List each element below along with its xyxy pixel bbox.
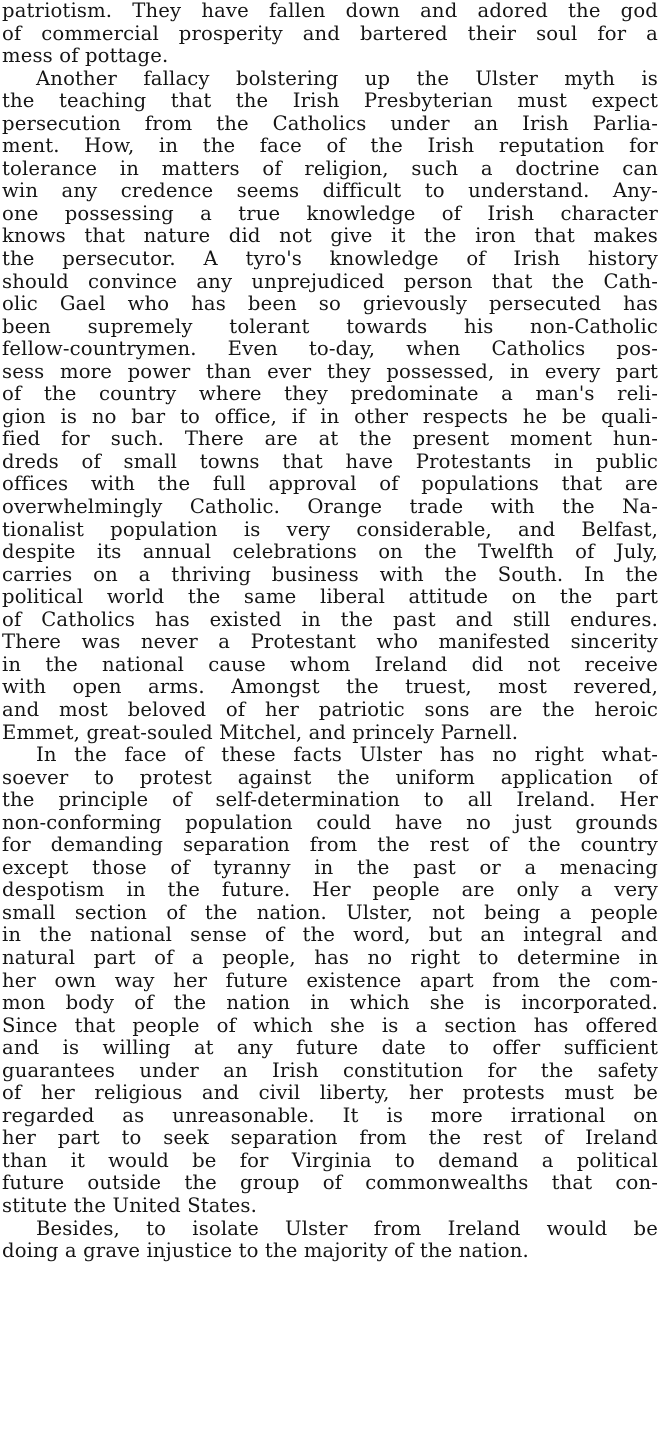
text-line: in the national sense of the word, but an integral and: [2, 924, 658, 947]
text-line: Besides, to isolate Ulster from Ireland would be: [36, 1217, 658, 1240]
text-line: natural part of a people, has no right to determine in: [2, 946, 658, 969]
text-line: win any credence seems difficult to understand. Any-: [2, 180, 658, 203]
text-line: tolerance in matters of religion, such a doctrine can: [2, 157, 658, 180]
text-line: fied for such. There are at the present moment hun-: [2, 428, 658, 451]
paragraph: [2, 1218, 658, 1263]
text-line: offices with the full approval of populations that are: [2, 473, 658, 496]
paragraph: [2, 744, 658, 1217]
paragraph: [2, 0, 658, 68]
text-line: her own way her future existence apart from the com-: [2, 969, 658, 992]
text-line: gion is no bar to office, if in other respects he be quali-: [2, 405, 658, 428]
text-line: than it would be for Virginia to demand a political: [2, 1149, 658, 1172]
text-line: been supremely tolerant towards his non-Catholic: [2, 315, 658, 338]
text-line: one possessing a true knowledge of Irish character: [2, 202, 658, 225]
text-line: of her religious and civil liberty, her protests must be: [2, 1082, 658, 1105]
text-line: There was never a Protestant who manifested sincerity: [2, 631, 658, 654]
text-line: Since that people of which she is a section has offered: [2, 1014, 658, 1037]
text-line: non-conforming population could have no just grounds: [2, 811, 658, 834]
text-line: future outside the group of commonwealths that con-: [2, 1172, 658, 1195]
text-line: carries on a thriving business with the South. In the: [2, 563, 658, 586]
text-line: soever to protest against the uniform application of: [2, 766, 658, 789]
text-line: guarantees under an Irish constitution for the safety: [2, 1059, 658, 1082]
text-line: Emmet, great-souled Mitchel, and princely Parnell.: [2, 721, 519, 744]
text-line: except those of tyranny in the past or a menacing: [2, 856, 658, 879]
text-line: of commercial prosperity and bartered their soul for a: [2, 22, 658, 45]
text-line: overwhelmingly Catholic. Orange trade with the Na-: [2, 496, 658, 519]
text-line: fellow-countrymen. Even to-day, when Catholics pos-: [2, 338, 658, 361]
text-line: of Catholics has existed in the past and still endures.: [2, 608, 658, 631]
text-line: in the national cause whom Ireland did not receive: [2, 653, 658, 676]
text-line: despotism in the future. Her people are only a very: [2, 879, 658, 902]
text-line: dreds of small towns that have Protestants in public: [2, 450, 658, 473]
text-line: sess more power than ever they possessed, in every part: [2, 360, 658, 383]
text-line: the principle of self-determination to all Ireland. Her: [2, 789, 658, 812]
text-line: doing a grave injustice to the majority of the nation.: [2, 1240, 529, 1263]
text-line: should convince any unprejudiced person that the Cath-: [2, 270, 658, 293]
text-line: stitute the United States.: [2, 1194, 257, 1217]
text-line: her part to seek separation from the rest of Ireland: [2, 1127, 658, 1150]
text-line: In the face of these facts Ulster has no right what-: [36, 744, 658, 767]
text-line: mon body of the nation in which she is incorporated.: [2, 992, 658, 1015]
text-line: despite its annual celebrations on the Twelfth of July,: [2, 541, 658, 564]
text-line: the teaching that the Irish Presbyterian must expect: [2, 90, 658, 113]
text-line: mess of pottage.: [2, 45, 169, 68]
text-line: ment. How, in the face of the Irish reputation for: [2, 135, 658, 158]
text-line: with open arms. Amongst the truest, most revered,: [2, 676, 658, 699]
text-line: regarded as unreasonable. It is more irrational on: [2, 1104, 658, 1127]
text-line: for demanding separation from the rest of the country: [2, 834, 658, 857]
text-line: the persecutor. A tyro's knowledge of Irish history: [2, 248, 658, 271]
text-line: Another fallacy bolstering up the Ulster myth is: [36, 67, 658, 90]
text-line: political world the same liberal attitude on the part: [2, 586, 658, 609]
text-line: knows that nature did not give it the iron that makes: [2, 225, 658, 248]
text-line: persecution from the Catholics under an Irish Parlia-: [2, 112, 658, 135]
text-line: small section of the nation. Ulster, not being a people: [2, 901, 658, 924]
text-line: olic Gael who has been so grievously persecuted has: [2, 293, 658, 316]
text-line: and is willing at any future date to offer sufficient: [2, 1037, 658, 1060]
text-line: patriotism. They have fallen down and adored the god: [2, 0, 658, 22]
text-line: of the country where they predominate a man's reli-: [2, 383, 658, 406]
text-line: tionalist population is very considerable, and Belfast,: [2, 518, 658, 541]
text-line: and most beloved of her patriotic sons are the heroic: [2, 698, 658, 721]
paragraph: [2, 68, 658, 744]
